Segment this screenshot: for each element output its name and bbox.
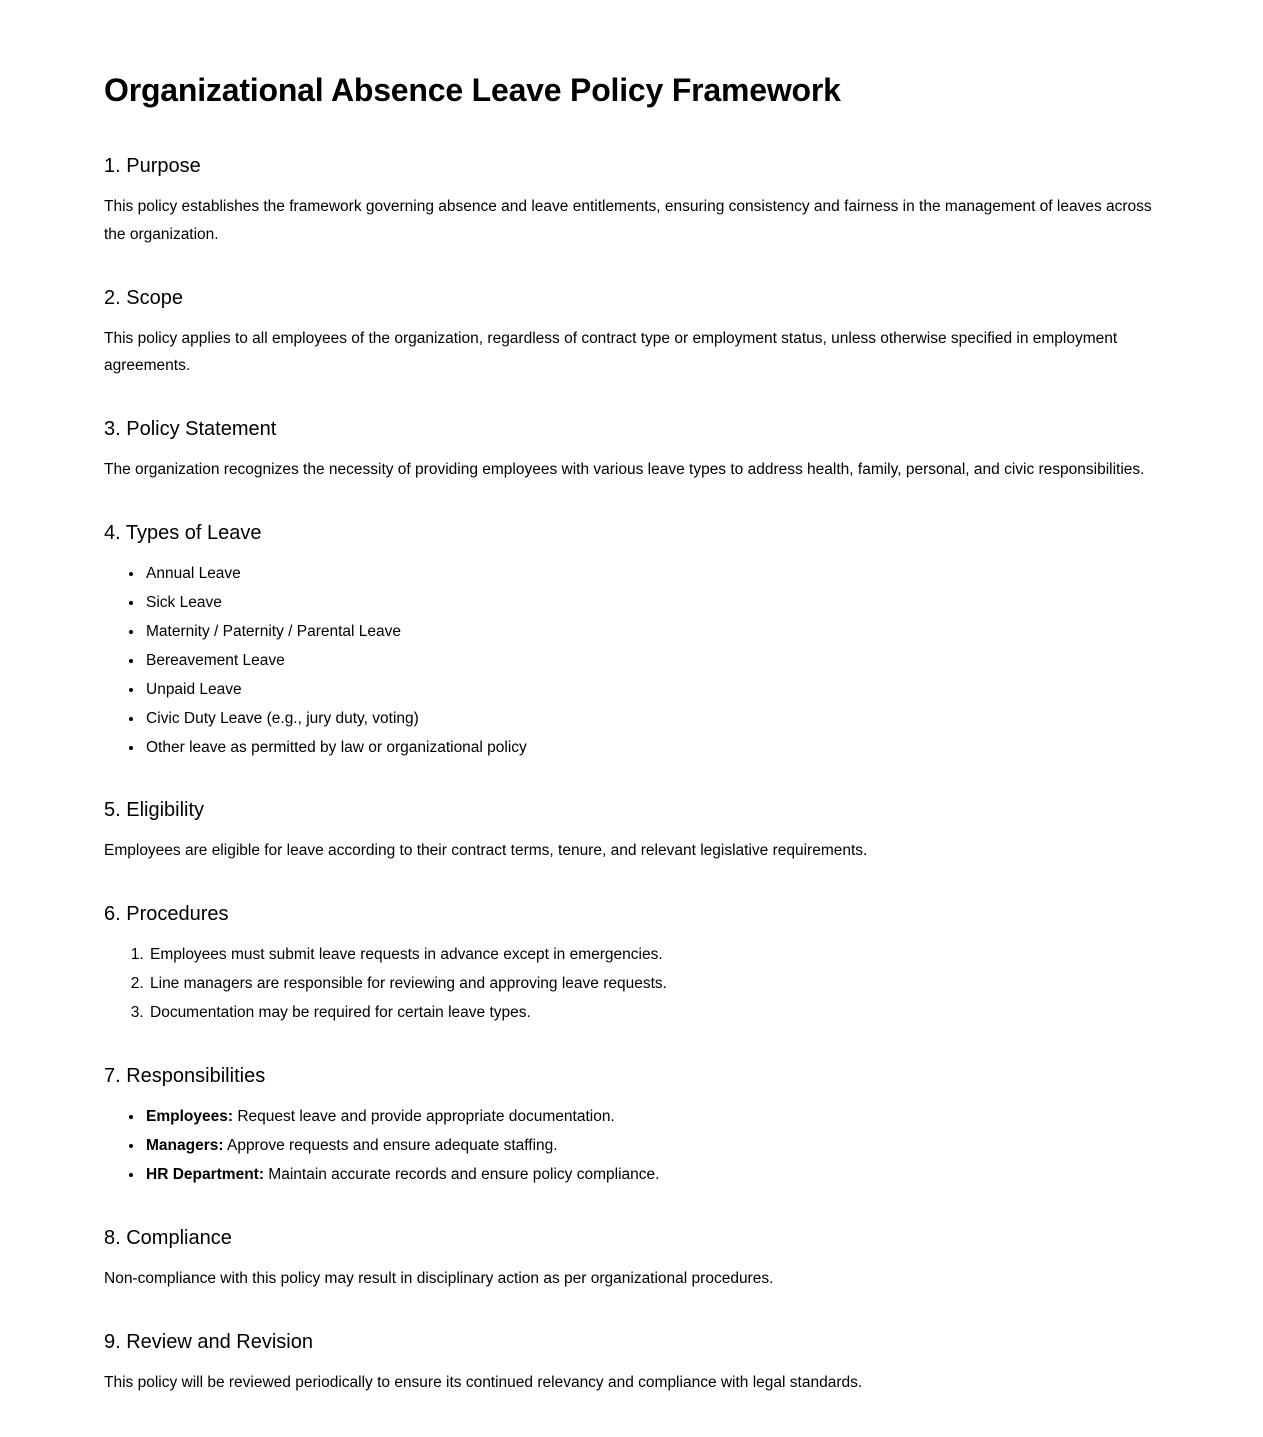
responsibility-text: Request leave and provide appropriate documentation. [233,1108,615,1126]
section-review-and-revision [104,1329,1159,1397]
section-policy-statement [104,416,1159,484]
responsibility-label: Managers: [146,1136,224,1154]
list-item: • Civic Duty Leave (e.g., jury duty, voting) [144,705,1159,733]
list-item [144,1103,1159,1131]
responsibility-label: HR Department: [146,1165,264,1183]
section-paragraph-compliance: Non-compliance with this policy may result in disciplinary action as per organizational procedures. [104,1269,774,1287]
list-item: • Unpaid Leave [144,676,1159,704]
section-paragraph-eligibility: Employees are eligible for leave according to their contract terms, tenure, and relevant legislative requirements. [104,842,868,860]
list-item [144,1161,1159,1189]
leave-types-list [104,560,1159,761]
section-eligibility [104,797,1159,865]
list-item: • Annual Leave [144,560,1159,588]
section-heading-purpose: 1. Purpose [104,154,201,177]
section-compliance [104,1225,1159,1293]
list-item [144,1132,1159,1160]
section-types-of-leave [104,520,1159,761]
section-heading-types-of-leave: 4. Types of Leave [104,522,262,545]
section-procedures [104,901,1159,1027]
section-scope [104,285,1159,381]
list-item: • Other leave as permitted by law or organizational policy [144,734,1159,762]
section-heading-scope: 2. Scope [104,286,183,309]
section-heading-policy-statement: 3. Policy Statement [104,418,277,441]
page-title: Organizational Absence Leave Policy Framework [104,72,841,108]
responsibility-text: Maintain accurate records and ensure policy compliance. [263,1165,660,1183]
list-item: 3. Documentation may be required for certain leave types. [148,999,1159,1027]
section-paragraph-policy-statement: The organization recognizes the necessity of providing employees with various leave types to address health, family, personal, and civic responsibilities. [104,461,1145,479]
section-paragraph-review-and-revision: This policy will be reviewed periodically to ensure its continued relevancy and compliance with legal standards. [104,1373,863,1391]
list-item: • Maternity / Paternity / Parental Leave [144,618,1159,646]
procedures-list [104,941,1159,1027]
section-heading-review-and-revision: 9. Review and Revision [104,1330,313,1353]
responsibility-label: Employees: [146,1108,234,1126]
list-item: 1. Employees must submit leave requests in advance except in emergencies. [148,941,1159,969]
section-heading-eligibility: 5. Eligibility [104,799,205,822]
list-item: • Sick Leave [144,589,1159,617]
section-heading-procedures: 6. Procedures [104,903,229,926]
list-item: 2. Line managers are responsible for reviewing and approving leave requests. [148,970,1159,998]
responsibilities-list [104,1103,1159,1189]
section-purpose [104,153,1159,249]
section-responsibilities [104,1063,1159,1189]
section-paragraph-purpose: This policy establishes the framework governing absence and leave entitlements, ensuring consistency and fairness in the management of leaves across the organization. [104,197,1152,243]
responsibility-text: Approve requests and ensure adequate staffing. [223,1136,558,1154]
list-item: • Bereavement Leave [144,647,1159,675]
section-heading-responsibilities: 7. Responsibilities [104,1065,266,1088]
section-heading-compliance: 8. Compliance [104,1226,232,1249]
section-paragraph-scope: This policy applies to all employees of the organization, regardless of contract type or employment status, unless otherwise specified in employment agreements. [104,329,1118,375]
